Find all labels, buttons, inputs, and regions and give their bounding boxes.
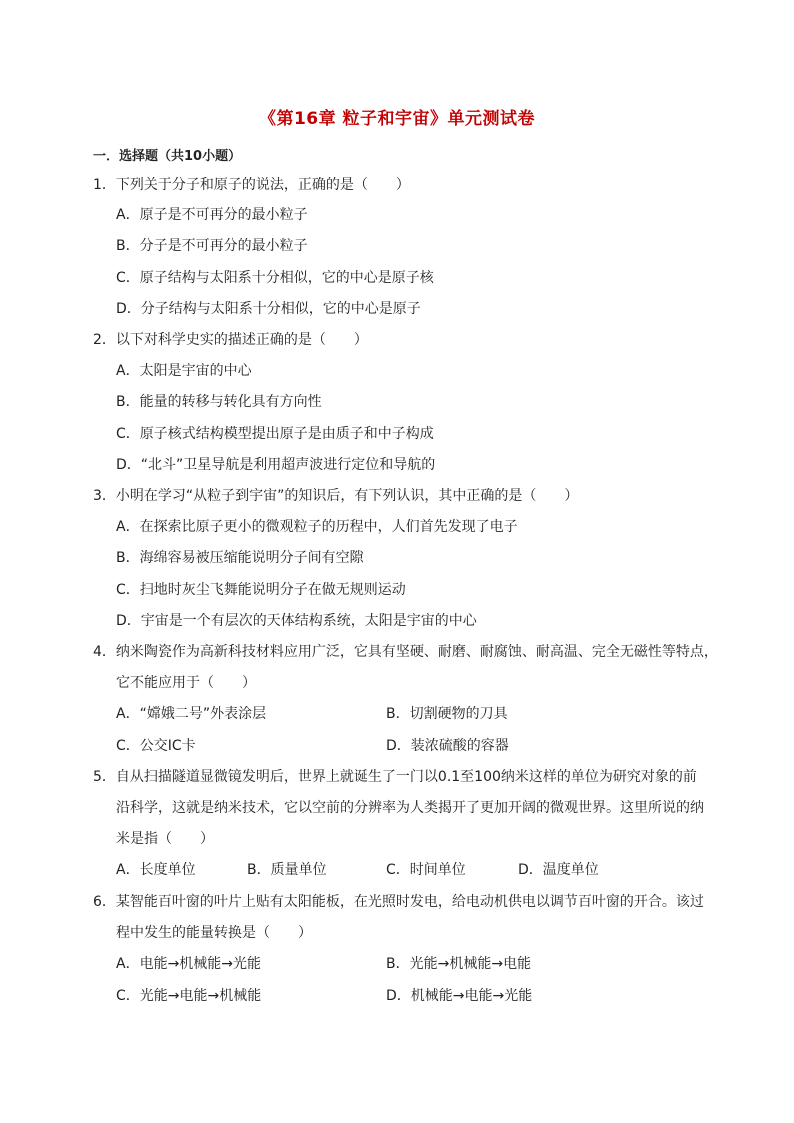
question-1-stem: 1．下列关于分子和原子的说法，正确的是（ ） [93,177,410,193]
question-5-stem: 5．自从扫描隧道显微镜发明后，世界上就诞生了一门以0.1至100纳米这样的单位为研究对象的前 [93,769,697,785]
question-6-option-d: D．机械能→电能→光能 [386,988,533,1004]
question-5-option-a: A．长度单位 [116,862,196,878]
question-2-option-c: C．原子核式结构模型提出原子是由质子和中子构成 [116,426,434,442]
question-3-option-a: A．在探索比原子更小的微观粒子的历程中，人们首先发现了电子 [116,519,518,535]
question-1-option-c: C．原子结构与太阳系十分相似，它的中心是原子核 [116,270,434,286]
question-4-option-a: A．“嫦娥二号”外表涂层 [116,706,267,722]
question-5-option-c: C．时间单位 [386,862,466,878]
question-5-stem-cont: 沿科学，这就是纳米技术，它以空前的分辨率为人类揭开了更加开阔的微观世界。这里所说的纳 [116,800,704,816]
question-3-option-c: C．扫地时灰尘飞舞能说明分子在做无规则运动 [116,582,406,598]
question-6-stem-cont: 程中发生的能量转换是（ ） [116,925,312,941]
question-4-stem: 4．纳米陶瓷作为高新科技材料应用广泛，它具有坚硬、耐磨、耐腐蚀、耐高温、完全无磁性等特点， [93,644,718,660]
question-2-option-b: B．能量的转移与转化具有方向性 [116,394,322,410]
question-2-option-a: A．太阳是宇宙的中心 [116,363,252,379]
question-4-option-c: C．公交IC卡 [116,738,196,754]
question-6-option-a: A．电能→机械能→光能 [116,956,262,972]
question-4-option-b: B．切割硬物的刀具 [386,706,508,722]
question-2-option-d: D．“北斗”卫星导航是利用超声波进行定位和导航的 [116,457,436,473]
question-5-stem-cont2: 米是指（ ） [116,831,214,847]
question-3-option-b: B．海绵容易被压缩能说明分子间有空隙 [116,550,364,566]
question-5-option-b: B．质量单位 [247,862,327,878]
question-4-stem-cont: 它不能应用于（ ） [116,675,256,691]
question-1-option-a: A．原子是不可再分的最小粒子 [116,207,308,223]
question-2-stem: 2．以下对科学史实的描述正确的是（ ） [93,332,368,348]
question-3-stem: 3．小明在学习“从粒子到宇宙”的知识后，有下列认识，其中正确的是（ ） [93,488,579,504]
question-5-option-d: D．温度单位 [518,862,599,878]
question-1-option-b: B．分子是不可再分的最小粒子 [116,238,308,254]
section-heading: 一．选择题（共10小题） [93,149,242,164]
question-6-option-c: C．光能→电能→机械能 [116,988,262,1004]
question-1-option-d: D．分子结构与太阳系十分相似，它的中心是原子 [116,301,421,317]
question-6-option-b: B．光能→机械能→电能 [386,956,532,972]
question-6-stem: 6．某智能百叶窗的叶片上贴有太阳能板，在光照时发电，给电动机供电以调节百叶窗的开合。该过 [93,894,704,910]
question-4-option-d: D．装浓硫酸的容器 [386,738,509,754]
page-title: 《第16章 粒子和宇宙》单元测试卷 [258,109,536,129]
question-3-option-d: D．宇宙是一个有层次的天体结构系统，太阳是宇宙的中心 [116,613,477,629]
